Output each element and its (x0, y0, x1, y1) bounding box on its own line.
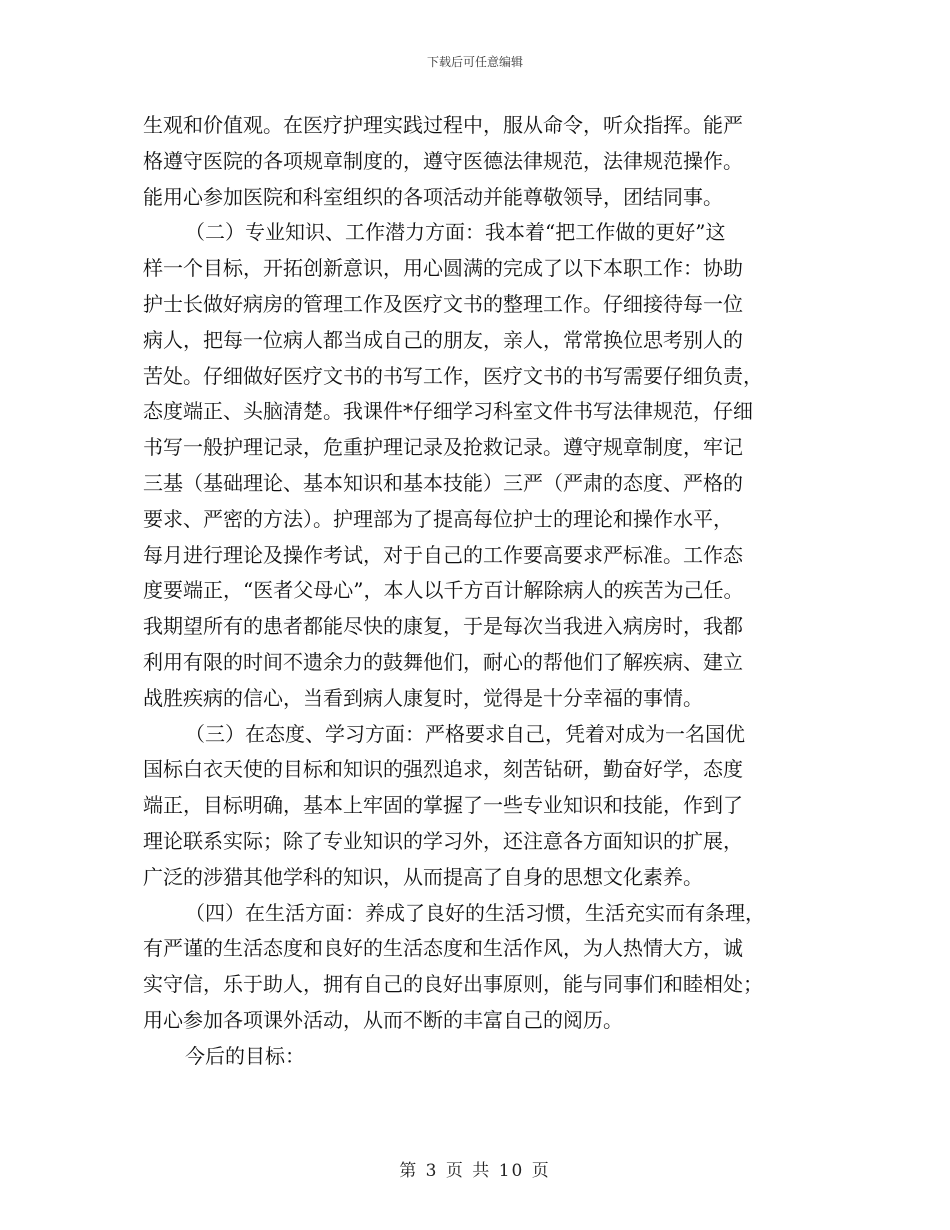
text-line: 苦处。仔细做好医疗文书的书写工作，医疗文书的书写需要仔细负责， (143, 363, 763, 388)
text-line: 三基（基础理论、基本知识和基本技能）三严（严肃的态度、严格的 (143, 470, 743, 495)
text-line: 生观和价值观。在医疗护理实践过程中，服从命令，听众指挥。能严 (143, 113, 743, 137)
text-line: 实守信，乐于助人，拥有自己的良好出事原则，能与同事们和睦相处； (143, 972, 763, 997)
text-line: 每月进行理论及操作考试，对于自己的工作要高要求严标准。工作态 (143, 542, 743, 567)
text-line: 病人，把每一位病人都当成自己的朋友，亲人，常常换位思考别人的 (143, 327, 743, 352)
paragraph-start-line: （三）在态度、学习方面：严格要求自己，凭着对成为一名国优 (185, 721, 745, 746)
text-line: 理论联系实际；除了专业知识的学习外，还注意各方面知识的扩展， (143, 828, 743, 853)
text-line: 格遵守医院的各项规章制度的，遵守医德法律规范，法律规范操作。 (143, 148, 743, 173)
text-line: 度要端正，“医者父母心”，本人以千方百计解除病人的疾苦为己任。 (143, 578, 744, 603)
text-line: 态度端正、头脑清楚。我课件*仔细学习科室文件书写法律规范，仔细 (143, 399, 753, 424)
paragraph-start-line: （二）专业知识、工作潜力方面：我本着“把工作做的更好”这 (185, 220, 726, 245)
text-line: 书写一般护理记录，危重护理记录及抢救记录。遵守规章制度，牢记 (143, 435, 743, 460)
paragraph-start-line: （四）在生活方面：养成了良好的生活习惯，生活充实而有条理， (185, 900, 765, 925)
page-number: 第 3 页 共 10 页 (399, 1161, 551, 1181)
document-body (143, 108, 807, 1075)
text-line: 用心参加各项课外活动，从而不断的丰富自己的阅历。 (143, 1007, 623, 1032)
text-line: 我期望所有的患者都能尽快的康复，于是每次当我进入病房时，我都 (143, 614, 743, 639)
page-header-note: 下载后可任意编辑 (426, 55, 523, 69)
text-line: 要求、严密的方法）。护理部为了提高每位护士的理论和操作水平， (143, 506, 733, 531)
text-line: 能用心参加医院和科室组织的各项活动并能尊敬领导，团结同事。 (143, 184, 723, 209)
text-line: 利用有限的时间不遗余力的鼓舞他们，耐心的帮他们了解疾病、建立 (143, 649, 743, 674)
text-line: 国标白衣天使的目标和知识的强烈追求，刻苦钻研，勤奋好学，态度 (143, 757, 743, 782)
text-line: 样一个目标，开拓创新意识，用心圆满的完成了以下本职工作：协助 (143, 256, 743, 281)
text-line: 广泛的涉猎其他学科的知识，从而提高了自身的思想文化素养。 (143, 864, 703, 889)
text-line: 端正，目标明确，基本上牢固的掌握了一些专业知识和技能，作到了 (143, 793, 743, 818)
text-line: 护士长做好病房的管理工作及医疗文书的整理工作。仔细接待每一位 (143, 291, 743, 316)
section-heading-line: 今后的目标： (185, 1043, 305, 1068)
text-line: 战胜疾病的信心，当看到病人康复时，觉得是十分幸福的事情。 (143, 685, 703, 710)
text-line: 有严谨的生活态度和良好的生活态度和生活作风，为人热情大方，诚 (143, 936, 743, 961)
